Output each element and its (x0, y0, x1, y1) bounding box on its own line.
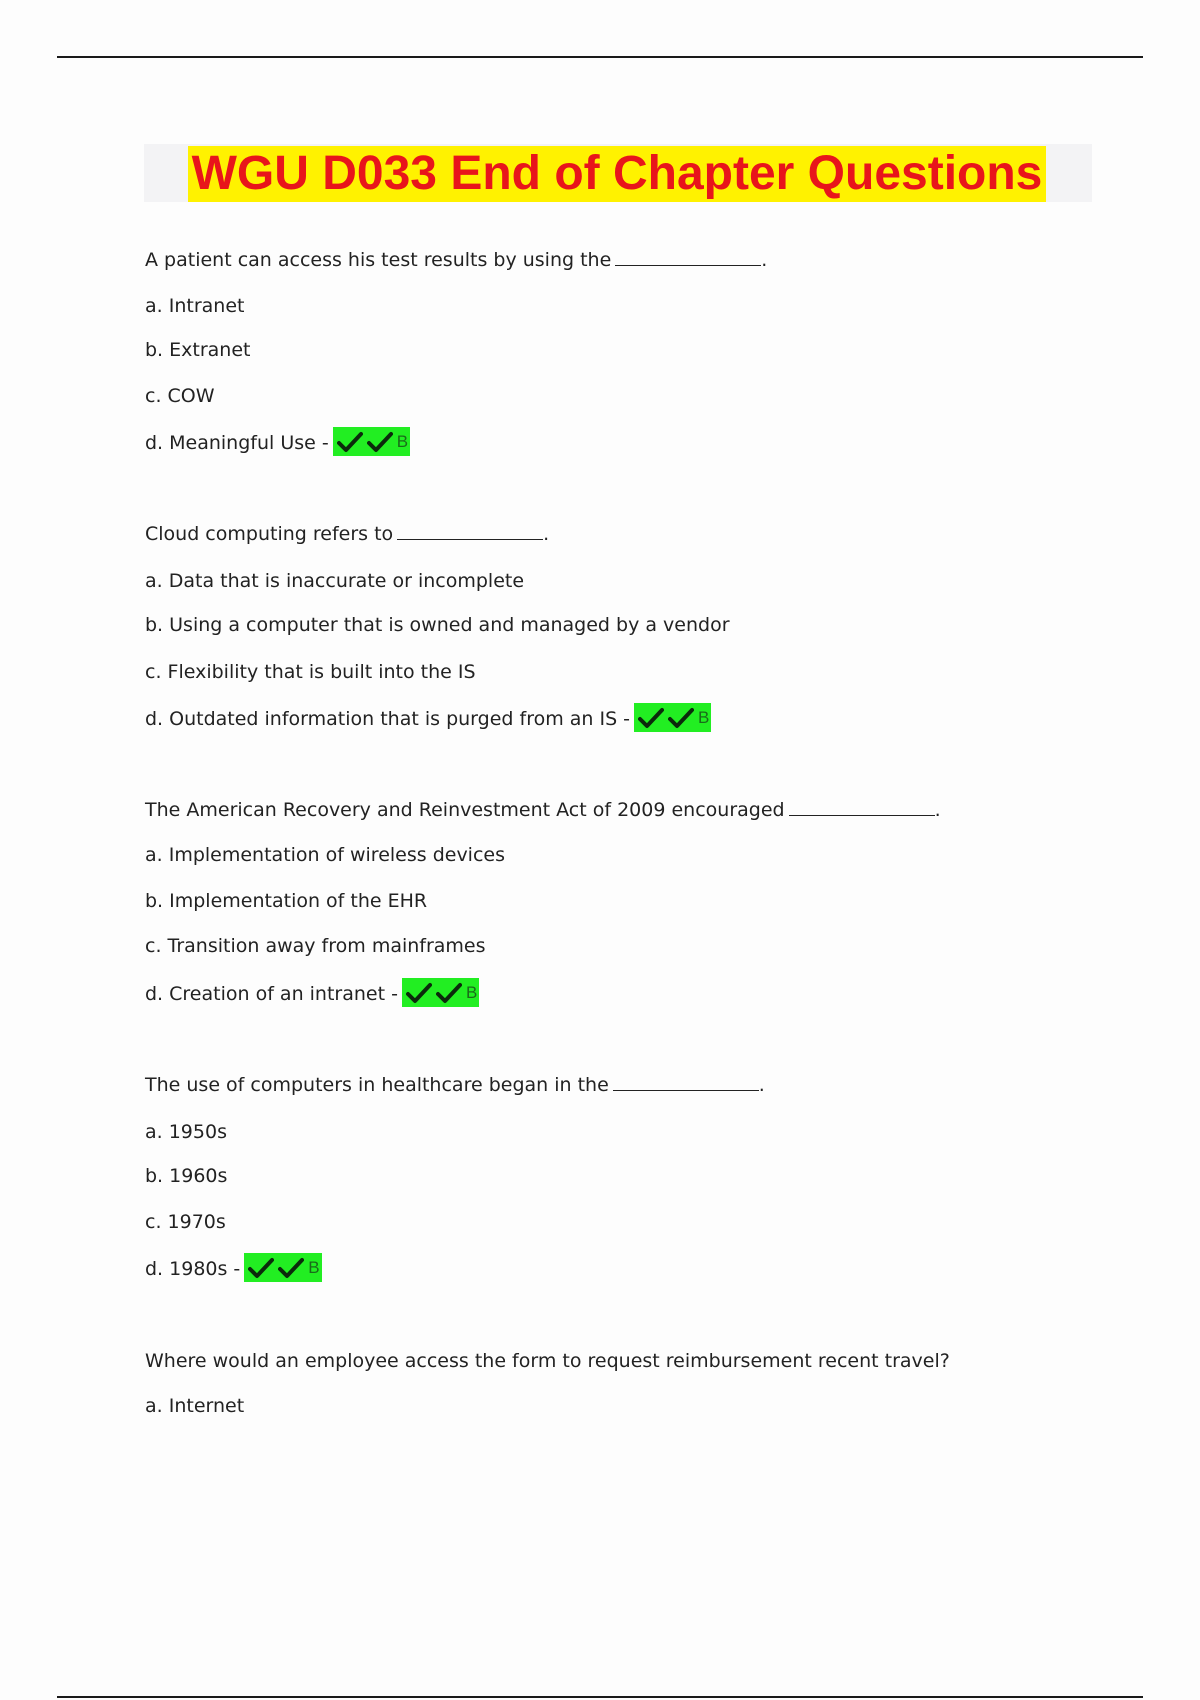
question-3-option-b: b. Implementation of the EHR (145, 890, 428, 912)
bottom-rule (57, 1696, 1143, 1698)
check-icon (406, 982, 432, 1004)
question-2-option-b: b. Using a computer that is owned and managed by a vendor (145, 614, 730, 636)
check-icon (638, 707, 664, 729)
answer-mark (244, 1253, 321, 1282)
question-5-prompt: Where would an employee access the form to request reimbursement recent travel? (145, 1350, 950, 1372)
question-2-option-a: a. Data that is inaccurate or incomplete (145, 570, 525, 592)
question-1-option-d: d. Meaningful Use - B (145, 429, 410, 458)
answer-letter: B (465, 982, 478, 1002)
check-icon (367, 431, 393, 453)
question-2-prompt: Cloud computing refers to . (145, 523, 550, 545)
answer-letter: B (396, 431, 409, 451)
check-icon (436, 982, 462, 1004)
question-1-option-b: b. Extranet (145, 339, 251, 361)
question-1-option-c: c. COW (145, 385, 215, 407)
check-icon (248, 1257, 274, 1279)
question-3-option-d: d. Creation of an intranet - B (145, 980, 479, 1009)
question-4-option-d: d. 1980s - B (145, 1255, 322, 1284)
question-4-option-a: a. 1950s (145, 1121, 227, 1143)
question-5-option-a: a. Internet (145, 1395, 245, 1417)
check-icon (278, 1257, 304, 1279)
question-3-prompt: The American Recovery and Reinvestment Act of 2009 encouraged . (145, 799, 941, 821)
question-3-option-a: a. Implementation of wireless devices (145, 844, 505, 866)
answer-mark (634, 703, 711, 732)
answer-mark (333, 427, 410, 456)
top-rule (57, 56, 1143, 58)
question-3-option-c: c. Transition away from mainframes (145, 935, 486, 957)
question-1-option-a: a. Intranet (145, 295, 245, 317)
question-4-prompt: The use of computers in healthcare began in the . (145, 1074, 765, 1096)
check-icon (337, 431, 363, 453)
answer-blank (613, 1072, 759, 1091)
answer-letter: B (698, 707, 710, 727)
answer-letter: B (308, 1257, 320, 1277)
answer-blank (397, 521, 543, 540)
question-2-option-d: d. Outdated information that is purged from an IS - B (145, 705, 711, 734)
answer-blank (615, 247, 761, 266)
question-4-option-b: b. 1960s (145, 1165, 228, 1187)
question-1-prompt: A patient can access his test results by using the . (145, 249, 768, 271)
answer-blank (789, 797, 935, 816)
question-2-option-c: c. Flexibility that is built into the IS (145, 661, 476, 683)
page-title: WGU D033 End of Chapter Questions (188, 146, 1046, 202)
check-icon (668, 707, 694, 729)
answer-mark (402, 978, 479, 1007)
question-4-option-c: c. 1970s (145, 1211, 226, 1233)
